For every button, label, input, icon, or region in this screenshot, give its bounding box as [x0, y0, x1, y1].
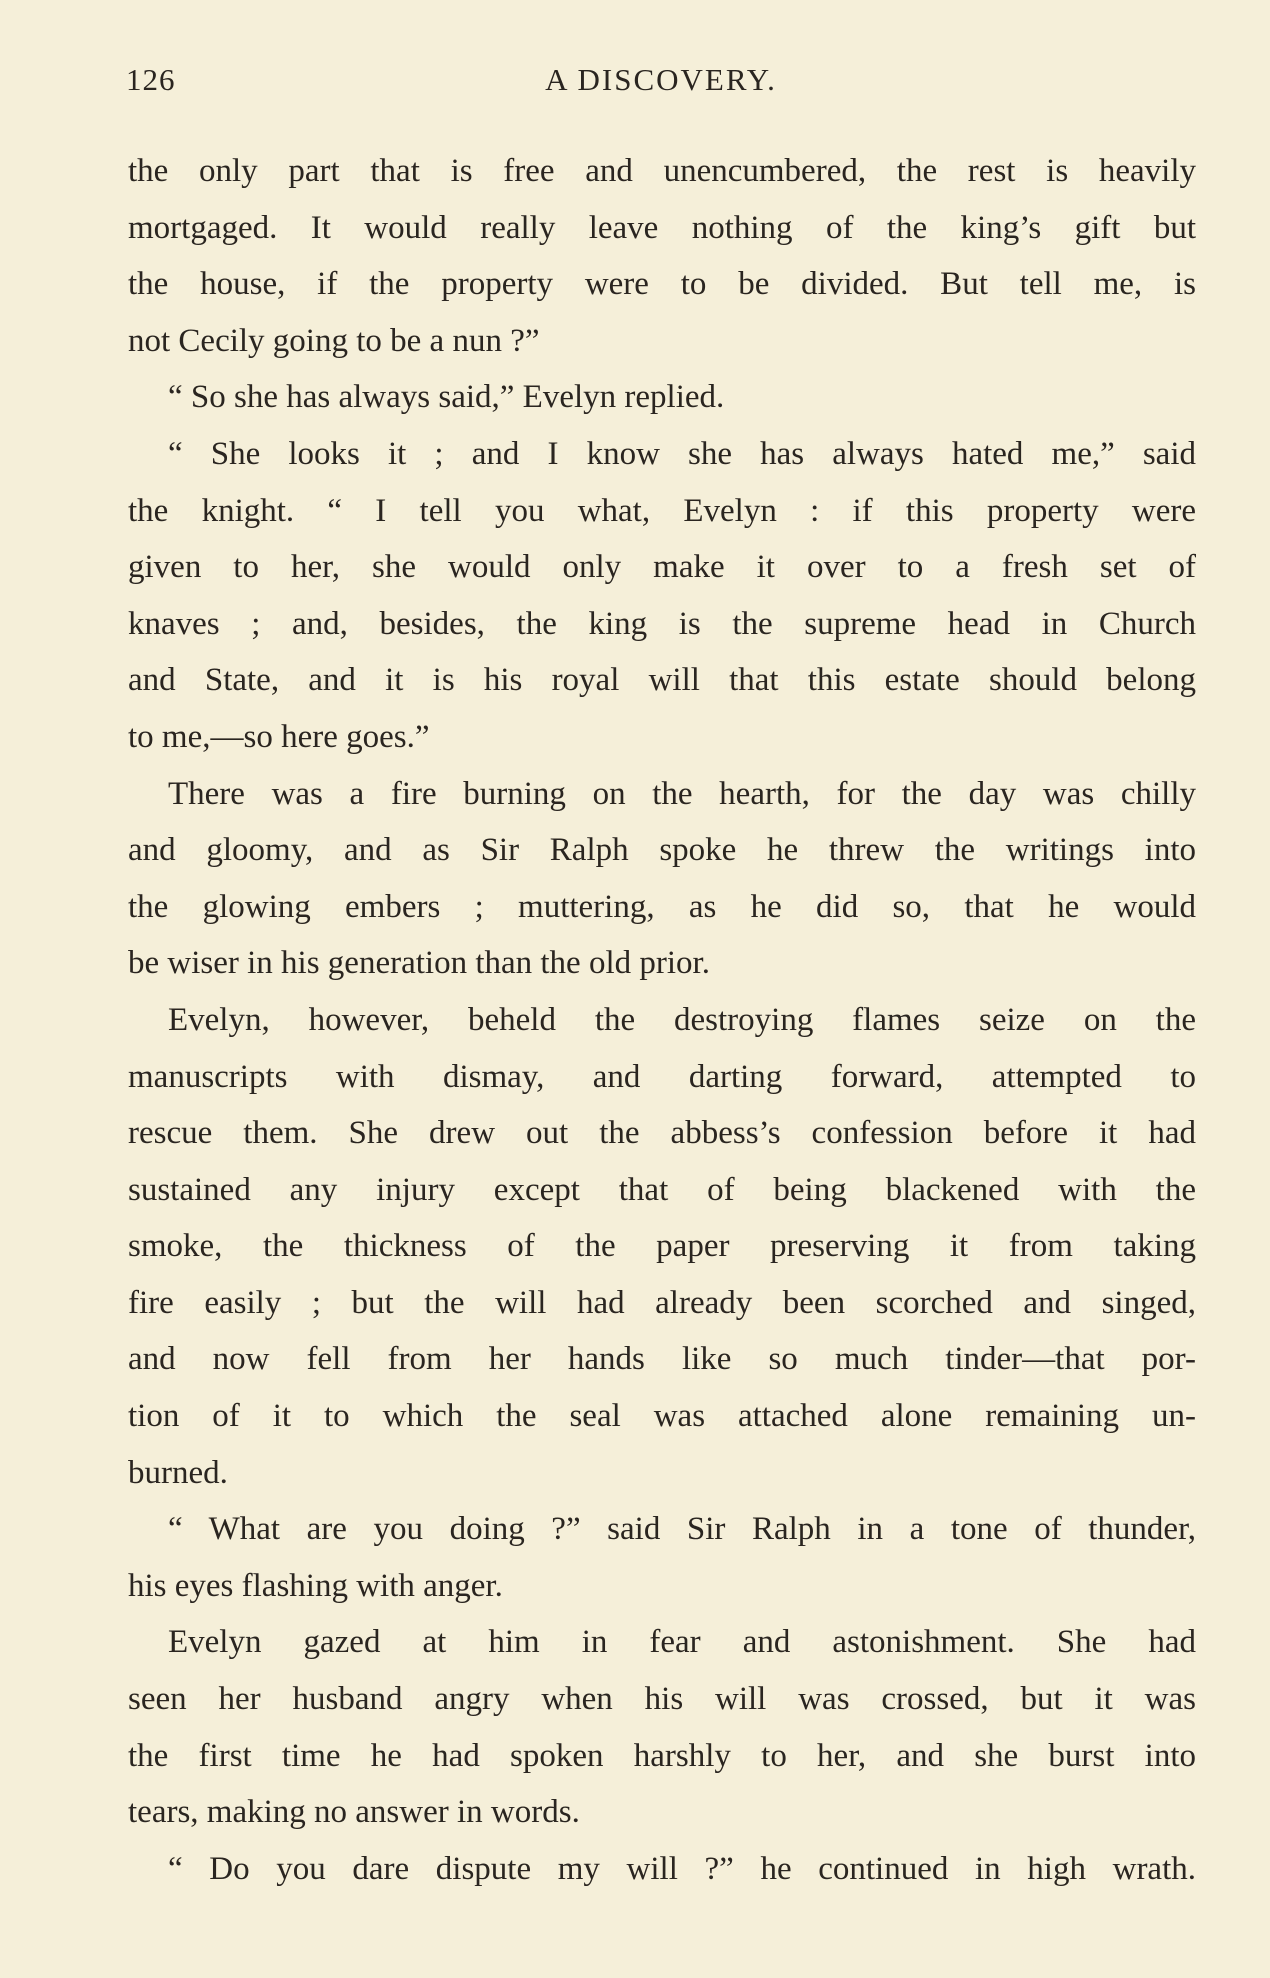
text-line: the knight. “ I tell you what, Evelyn : if this property were — [128, 492, 1196, 529]
text-line: to me,—so here goes.” — [128, 718, 430, 755]
text-line: the first time he had spoken harshly to her, and she burst into — [128, 1737, 1196, 1774]
text-line: fire easily ; but the will had already been scorched and singed, — [128, 1284, 1196, 1321]
text-line: “ What are you doing ?” said Sir Ralph in a tone of thunder, — [168, 1511, 1196, 1548]
page-header — [126, 62, 1196, 112]
text-line: There was a fire burning on the hearth, for the day was chilly — [168, 775, 1196, 812]
text-line: not Cecily going to be a nun ?” — [128, 322, 540, 359]
text-line: Evelyn gazed at him in fear and astonishment. She had — [168, 1624, 1196, 1661]
text-line: his eyes flashing with anger. — [128, 1567, 503, 1604]
text-line: Evelyn, however, beheld the destroying flames seize on the — [168, 1001, 1196, 1038]
running-title: A DISCOVERY. — [545, 62, 777, 97]
page-number: 126 — [126, 62, 176, 97]
text-line: tears, making no answer in words. — [128, 1794, 580, 1831]
text-line: sustained any injury except that of being blackened with the — [128, 1171, 1196, 1208]
text-line: burned. — [128, 1454, 228, 1491]
text-line: smoke, the thickness of the paper preserving it from taking — [128, 1228, 1196, 1265]
text-line: and gloomy, and as Sir Ralph spoke he threw the writings into — [128, 832, 1196, 869]
text-line: “ She looks it ; and I know she has always hated me,” said — [168, 435, 1196, 472]
text-line: manuscripts with dismay, and darting forward, attempted to — [128, 1058, 1196, 1095]
text-line: the glowing embers ; muttering, as he did so, that he would — [128, 888, 1196, 925]
text-line: “ So she has always said,” Evelyn replied. — [168, 379, 725, 416]
body-text — [128, 143, 1196, 1897]
text-line: mortgaged. It would really leave nothing of the king’s gift but — [128, 209, 1196, 246]
text-line: and now fell from her hands like so much tinder—that por- — [128, 1341, 1196, 1378]
text-line: given to her, she would only make it over to a fresh set of — [128, 549, 1196, 586]
text-line: knaves ; and, besides, the king is the supreme head in Church — [128, 605, 1196, 642]
text-line: “ Do you dare dispute my will ?” he continued in high wrath. — [168, 1850, 1196, 1887]
text-line: and State, and it is his royal will that this estate should belong — [128, 662, 1196, 699]
text-line: tion of it to which the seal was attached alone remaining un- — [128, 1398, 1196, 1435]
text-line: rescue them. She drew out the abbess’s confession before it had — [128, 1115, 1196, 1152]
text-line: the house, if the property were to be divided. But tell me, is — [128, 266, 1196, 303]
text-line: the only part that is free and unencumbered, the rest is heavily — [128, 153, 1196, 189]
text-line: be wiser in his generation than the old prior. — [128, 945, 710, 982]
text-line: seen her husband angry when his will was crossed, but it was — [128, 1681, 1196, 1718]
